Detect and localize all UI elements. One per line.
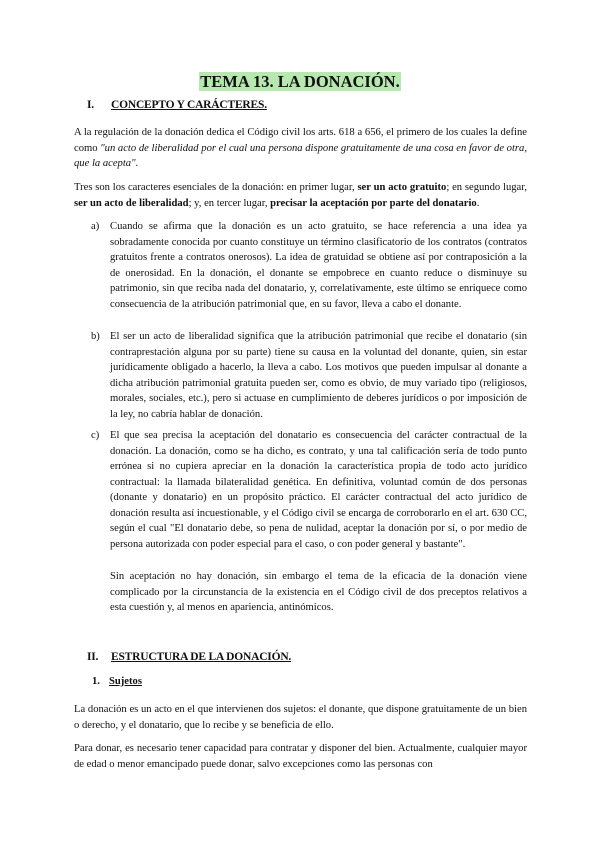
characters-text-4: . (476, 197, 480, 209)
section-heading-concept (87, 99, 267, 111)
title-text: TEMA 13. LA DONACIÓN. (200, 72, 400, 91)
list-item-b (91, 329, 527, 422)
list-item-text: El ser un acto de liberalidad significa que la atribución patrimonial que recibe el donatario (sin contraprestación alguna por su parte) tiene su causa en la voluntad del donante, quien, sin estar jurídicamente obligado a hacerlo, la lleva a cabo. Los motivos que pueden impulsar al donante a dicha atribución patrimonial gratuita pueden ser, como es obvio, de muy variado tipo (religiosos, morales, sociales, etc.), pero si actuase en cumplimiento de deberes jurídicos o por imposición de la ley, no cabría hablar de donación. (110, 331, 527, 420)
list-marker: a) (91, 221, 100, 232)
section-number: I. (87, 99, 94, 111)
capacity-paragraph: Para donar, es necesario tener capacidad para contratar y disponer del bien. Actualmente, cualquier mayor de edad o menor emancipado puede donar, salvo excepciones como las personas con (74, 743, 527, 770)
section-number: II. (87, 651, 99, 663)
document-title (0, 72, 600, 92)
list-marker: b) (91, 331, 100, 342)
intro-quote: "un acto de liberalidad por el cual una persona dispone gratuitamente de una cosa en favor de otra, que la acepta" (74, 142, 527, 169)
subjects-paragraph: La donación es un acto en el que intervienen dos sujetos: el donante, que dispone gratuitamente de un bien o derecho, y el donatario, que lo recibe y se beneficia de ello. (74, 704, 527, 731)
character-gratuito: ser un acto gratuito (357, 182, 447, 193)
character-aceptacion: precisar la aceptación por parte del donatario (270, 197, 477, 209)
section-label: ESTRUCTURA DE LA DONACIÓN. (111, 651, 292, 663)
list-marker: c) (91, 430, 100, 441)
character-liberalidad: ser un acto de liberalidad (74, 197, 189, 209)
list-item-text: Cuando se afirma que la donación es un acto gratuito, se hace referencia a una idea ya sobradamente conocida por cuanto constituye un término clasificatorio de los contratos (contratos gratuitos frente a contratos onerosos). La idea de gratuidad se obtiene así por contraposición a la de onerosidad. En la donación, el donante se empobrece en cuanto reduce o disminuye su patrimonio, sin que reciba nada del donatario, y, correlativamente, este último se enriquece como consecuencia de la atribución patrimonial que, en su favor, lleva a cabo el donante. (110, 221, 527, 310)
intro-end: . (135, 158, 139, 169)
subsection-heading-subjects (92, 676, 142, 687)
list-item-c (91, 428, 527, 552)
intro-paragraph (74, 125, 527, 172)
subsection-label: Sujetos (109, 676, 142, 687)
characters-text-1: Tres son los caracteres esenciales de la donación: en primer lugar, (74, 182, 358, 193)
intro-text: A la regulación de la donación dedica el Código civil los arts. 618 a 656, el primero de los cuales la define como (74, 127, 527, 154)
characters-text-3: ; y, en tercer lugar, (188, 197, 271, 209)
acceptance-paragraph: Sin aceptación no hay donación, sin embargo el tema de la eficacia de la donación viene complicado por la circunstancia de la existencia en el Código civil de dos preceptos relativos a esta cuestión y, al menos en apariencia, antinómicos. (110, 571, 527, 613)
list-item-a (91, 219, 527, 312)
section-heading-structure (87, 651, 291, 663)
subsection-number: 1. (92, 676, 100, 687)
characters-paragraph (74, 180, 527, 211)
section-label: CONCEPTO Y CARÁCTERES. (111, 99, 267, 111)
characters-text-2: ; en segundo lugar, (446, 182, 528, 193)
list-item-text: El que sea precisa la aceptación del donatario es consecuencia del carácter contractual de la donación. La donación, como se ha dicho, es contrato, y una tal calificación sería de todo punto errónea si no cupiera apreciar en la donación la característica propia de todo acto jurídico contractual: la llamada bilateralidad genética. En definitiva, voluntad común de dos personas (donante y donatario) en un propósito práctico. El carácter contractual del acto jurídico de donación resulta así incuestionable, y el Código civil se encarga de corroborarlo en el art. 630 CC, según el cual "El donatario debe, so pena de nulidad, aceptar la donación por sí, o por medio de persona autorizada con poder especial para el caso, o con poder general y bastante". (110, 430, 527, 550)
